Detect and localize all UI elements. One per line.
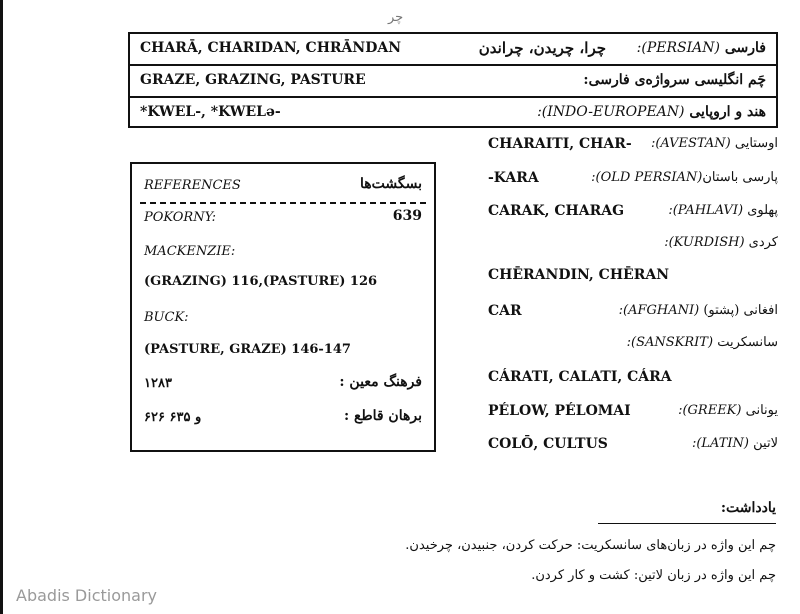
sanskrit-word: CÁRATI, CALATI, CÁRA [488, 369, 672, 385]
avestan-word: CHARAITI, CHAR- [488, 136, 632, 152]
kurdish-label: کردی (KURDISH): [664, 235, 778, 250]
english-equivalent-value: GRAZE, GRAZING, PASTURE [140, 72, 366, 88]
sanskrit-row [488, 335, 778, 357]
pahlavi-word: CARAK, CHARAG [488, 203, 625, 219]
pokorny-value: 639 [392, 208, 422, 224]
page-head-mark: چر [388, 10, 404, 25]
etymology-header-table [128, 32, 778, 128]
references-header-fa: بسگشت‌ها [359, 176, 422, 192]
pahlavi-row [488, 203, 778, 225]
kurdish-words-row [488, 267, 778, 289]
notes-title: یادداشت: [720, 500, 776, 516]
notes-line-1: چم این واژه در زبان‌های سانسکریت: حرکت کردن، جنبیدن، چرخیدن. [405, 538, 776, 553]
moin-value: ۱۲۸۳ [144, 376, 172, 391]
indo-european-root: *KWEL-, *KWELə- [140, 104, 281, 120]
pokorny-label: POKORNY: [144, 210, 216, 225]
latin-label: لاتین (LATIN): [691, 436, 778, 451]
sanskrit-label: سانسکریت (SANSKRIT): [626, 335, 778, 350]
avestan-row [488, 136, 778, 158]
english-equivalent-label: چَم انگلیسی سرواژه‌ی فارسی: [583, 72, 766, 88]
notes-title-underline [598, 523, 776, 524]
latin-word: COLŌ, CULTUS [488, 436, 608, 452]
watermark: Abadis Dictionary [16, 586, 157, 605]
kurdish-word: CHĒRANDIN, CHĒRAN [488, 267, 670, 283]
moin-label: فرهنگ معین : [339, 374, 422, 390]
mackenzie-value: (GRAZING) 116,(PASTURE) 126 [144, 274, 378, 289]
persian-row-label: فارسی (PERSIAN): [636, 40, 766, 56]
greek-row [488, 403, 778, 425]
sanskrit-words-row [488, 369, 778, 391]
references-divider [140, 202, 426, 204]
persian-row-value: چرا، چریدن، چراندن [478, 39, 606, 57]
english-equivalent-row [130, 66, 776, 98]
afghani-label: افغانی (پشتو) (AFGHANI): [618, 303, 778, 318]
references-header-en: REFERENCES [144, 178, 241, 193]
afghani-row [488, 303, 778, 325]
old-persian-row [488, 170, 778, 192]
notes-line-2: چم این واژه در زبان لاتین: کشت و کار کردن. [531, 568, 776, 583]
indo-european-row [130, 98, 776, 126]
greek-word: PÉLOW, PÉLOMAI [488, 403, 631, 419]
persian-row-english: CHARĀ, CHARIDAN, CHRĀNDAN [140, 40, 402, 56]
borhan-value: ۶۲۶ و ۶۳۵ [144, 410, 202, 425]
indo-european-label: هند و اروپایی (INDO-EUROPEAN): [537, 104, 766, 120]
left-border-line [0, 0, 3, 614]
buck-label: BUCK: [144, 310, 189, 325]
pahlavi-label: پهلوی (PAHLAVI): [668, 203, 778, 218]
persian-row [130, 34, 776, 66]
avestan-label: اوستایی (AVESTAN): [650, 136, 778, 151]
buck-value: (PASTURE, GRAZE) 146-147 [144, 342, 351, 357]
kurdish-row [488, 235, 778, 257]
greek-label: یونانی (GREEK): [678, 403, 778, 418]
references-box [130, 162, 436, 452]
afghani-word: CAR [488, 303, 522, 319]
borhan-label: برهان قاطع : [343, 408, 422, 424]
old-persian-label: پارسی باستان(OLD PERSIAN): [591, 170, 778, 185]
latin-row [488, 436, 778, 458]
old-persian-word: -KARA [488, 170, 539, 186]
mackenzie-label: MACKENZIE: [144, 244, 236, 259]
